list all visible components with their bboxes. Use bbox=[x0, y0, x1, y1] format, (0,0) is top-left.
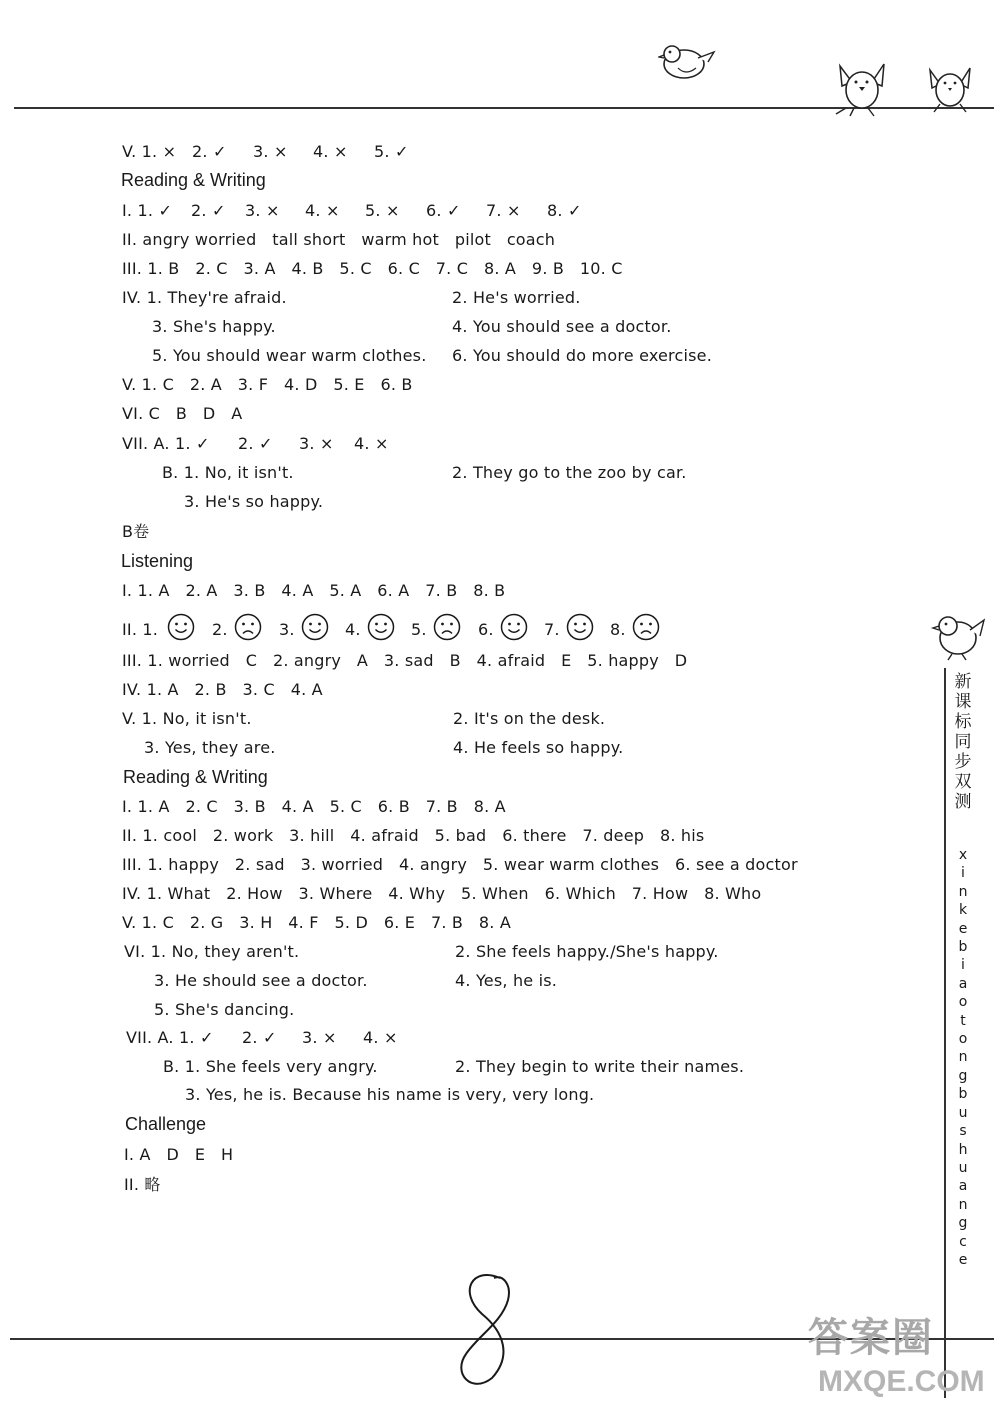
answer: 5. × bbox=[365, 201, 400, 220]
answer: 3. She's happy. bbox=[152, 317, 276, 336]
answer: 3. He's so happy. bbox=[184, 492, 324, 511]
b-i2-row: I. 1. A 2. C 3. B 4. A 5. C 6. B 7. B 8. A bbox=[122, 797, 506, 816]
answer: 3. He should see a doctor. bbox=[154, 971, 368, 990]
answer: 2. ✓ bbox=[192, 142, 227, 161]
answer: VII. A. 1. ✓ bbox=[126, 1028, 214, 1047]
challenge-ii-row: II. 略 bbox=[124, 1175, 161, 1194]
answer: II. 1. bbox=[122, 620, 159, 639]
b-iii-row: III. 1. worried C 2. angry A 3. sad B 4. afraid E 5. happy D bbox=[122, 651, 688, 670]
happy-face-icon bbox=[367, 613, 395, 641]
answer: 7. bbox=[544, 620, 560, 639]
challenge-i-row: I. A D E H bbox=[124, 1145, 234, 1164]
answer: 6. You should do more exercise. bbox=[452, 346, 712, 365]
answer: IV. 1. They're afraid. bbox=[122, 288, 287, 307]
b-v2-row: V. 1. C 2. G 3. H 4. F 5. D 6. E 7. B 8. A bbox=[122, 913, 512, 932]
bird-illustration-side bbox=[930, 608, 986, 662]
answer: 8. bbox=[610, 620, 626, 639]
answer: 6. ✓ bbox=[426, 201, 461, 220]
a-iii-row: III. 1. B 2. C 3. A 4. B 5. C 6. C 7. C 8. A 9. B 10. C bbox=[122, 259, 623, 278]
answer: 2. She feels happy./She's happy. bbox=[455, 942, 719, 961]
answer: 2. bbox=[212, 620, 228, 639]
answer: 2. He's worried. bbox=[452, 288, 581, 307]
sad-face-icon bbox=[234, 613, 262, 641]
answer: 3. × bbox=[253, 142, 288, 161]
answer: VI. 1. No, they aren't. bbox=[124, 942, 300, 961]
b-ii2-row: II. 1. cool 2. work 3. hill 4. afraid 5. bad 6. there 7. deep 8. his bbox=[122, 826, 705, 845]
page-number-handwritten bbox=[452, 1270, 522, 1394]
answer: I. 1. ✓ bbox=[122, 201, 173, 220]
answer: 7. × bbox=[486, 201, 521, 220]
b-iii2-row: III. 1. happy 2. sad 3. worried 4. angry 5. wear warm clothes 6. see a doctor bbox=[122, 855, 798, 874]
answer: 3. Yes, he is. Because his name is very, very long. bbox=[185, 1085, 595, 1104]
answer: V. 1. No, it isn't. bbox=[122, 709, 252, 728]
bird-illustration-top-2 bbox=[832, 56, 892, 118]
side-rule bbox=[944, 668, 946, 1398]
answer: VII. A. 1. ✓ bbox=[122, 434, 210, 453]
a-ii-row: II. angry worried tall short warm hot pilot coach bbox=[122, 230, 556, 249]
b-iv-row: IV. 1. A 2. B 3. C 4. A bbox=[122, 680, 323, 699]
answer: 4. × bbox=[354, 434, 389, 453]
answer: 4. You should see a doctor. bbox=[452, 317, 672, 336]
answer: 3. Yes, they are. bbox=[144, 738, 276, 757]
answer: 3. bbox=[279, 620, 295, 639]
happy-face-icon bbox=[500, 613, 528, 641]
answer: 5. You should wear warm clothes. bbox=[152, 346, 427, 365]
sad-face-icon bbox=[433, 613, 461, 641]
answer: 4. × bbox=[363, 1028, 398, 1047]
a-reading-writing-heading: Reading & Writing bbox=[121, 170, 266, 190]
b-section-title: B卷 bbox=[122, 522, 150, 541]
bird-illustration-top-1 bbox=[658, 38, 716, 84]
happy-face-icon bbox=[167, 613, 195, 641]
happy-face-icon bbox=[301, 613, 329, 641]
answer: 2. They begin to write their names. bbox=[455, 1057, 745, 1076]
a-v2-row: V. 1. C 2. A 3. F 4. D 5. E 6. B bbox=[122, 375, 413, 394]
answer: 3. × bbox=[299, 434, 334, 453]
answer: 2. ✓ bbox=[191, 201, 226, 220]
answer: B. 1. No, it isn't. bbox=[162, 463, 294, 482]
answer: 6. bbox=[478, 620, 494, 639]
b-listening-heading: Listening bbox=[121, 551, 194, 571]
challenge-heading: Challenge bbox=[125, 1114, 207, 1134]
answer: 2. It's on the desk. bbox=[453, 709, 606, 728]
b-reading-writing-heading: Reading & Writing bbox=[123, 767, 268, 787]
happy-face-icon bbox=[566, 613, 594, 641]
answer: 4. He feels so happy. bbox=[453, 738, 624, 757]
answer: 2. ✓ bbox=[238, 434, 273, 453]
side-pinyin: x i n k e b i a o t o n g b u s h u a n g c e bbox=[958, 847, 968, 1268]
answer: 4. × bbox=[305, 201, 340, 220]
a-vi-row: VI. C B D A bbox=[122, 404, 243, 423]
answer: 3. × bbox=[302, 1028, 337, 1047]
a-v-label: V. 1. × bbox=[122, 142, 177, 161]
answer: B. 1. She feels very angry. bbox=[163, 1057, 378, 1076]
answer: 3. × bbox=[245, 201, 280, 220]
watermark-en: MXQE.COM bbox=[818, 1365, 985, 1398]
answer: 4. × bbox=[313, 142, 348, 161]
answer: 4. Yes, he is. bbox=[455, 971, 558, 990]
answer: 8. ✓ bbox=[547, 201, 582, 220]
watermark-cn: 答案圈 bbox=[808, 1315, 934, 1361]
answer: 4. bbox=[345, 620, 361, 639]
b-iv2-row: IV. 1. What 2. How 3. Where 4. Why 5. When 6. Which 7. How 8. Who bbox=[122, 884, 762, 903]
answer: 5. She's dancing. bbox=[154, 1000, 295, 1019]
b-i-row: I. 1. A 2. A 3. B 4. A 5. A 6. A 7. B 8. B bbox=[122, 581, 506, 600]
side-title-cn: 新 课 标 同 步 双 测 bbox=[954, 672, 972, 812]
answer: 2. ✓ bbox=[242, 1028, 277, 1047]
sad-face-icon bbox=[632, 613, 660, 641]
answer: 5. ✓ bbox=[374, 142, 409, 161]
bird-illustration-top-3 bbox=[924, 60, 976, 114]
answer: 2. They go to the zoo by car. bbox=[452, 463, 687, 482]
answer: 5. bbox=[411, 620, 427, 639]
